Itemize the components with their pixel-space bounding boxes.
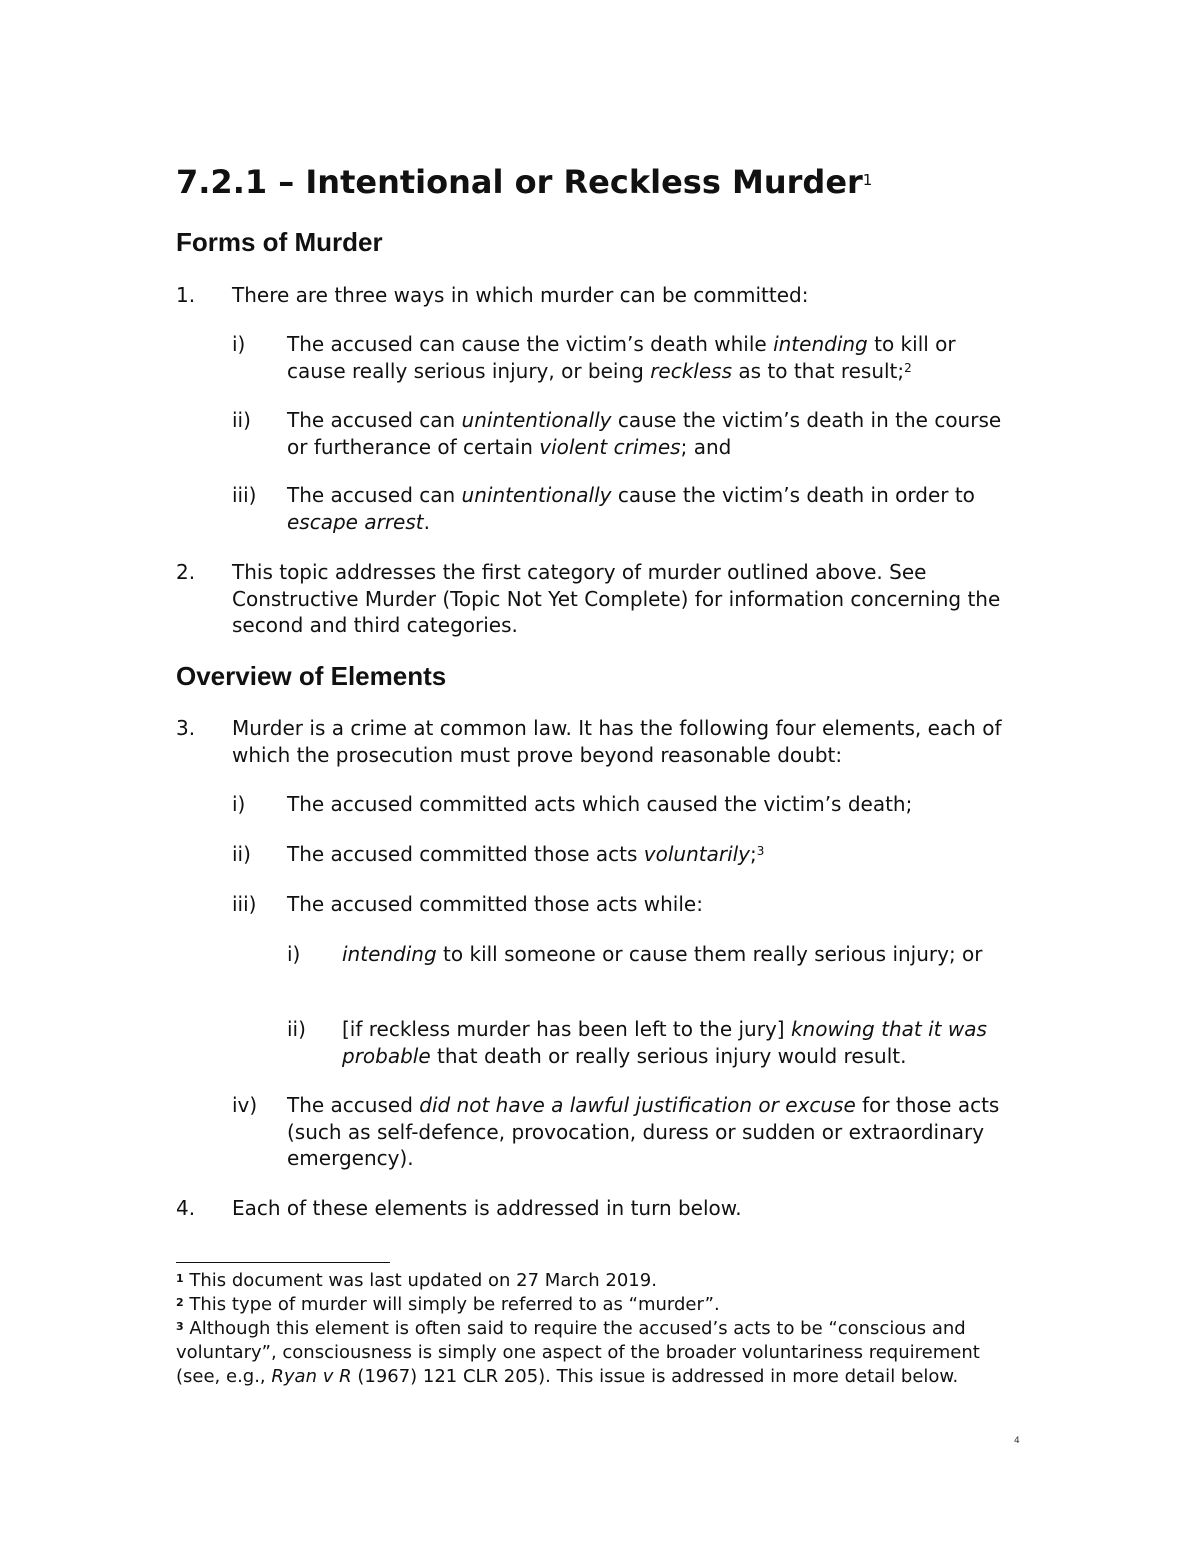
list-label: ii)	[232, 408, 251, 432]
list-item: The accused did not have a lawful justification or excuse for those acts (such as self-defence, provocation, duress or sudden or extraordinary emergency).	[287, 1093, 1000, 1170]
list-label: i)	[232, 332, 246, 356]
list-label: iii)	[232, 483, 257, 507]
sublist-item: intending to kill someone or cause them really serious injury; or	[342, 942, 983, 966]
list-item: The accused committed acts which caused the victim’s death;	[287, 792, 913, 816]
list-item: The accused can cause the victim’s death while intending to kill or cause really serious injury, or being reckless as to that result;$^2$	[287, 332, 956, 383]
paragraph-number: 3.	[176, 716, 196, 740]
footnote-ref[interactable]: 1	[862, 171, 873, 189]
sublist-label: ii)	[287, 1017, 306, 1041]
section-heading-overview: Overview of Elements	[176, 661, 447, 691]
section-heading-forms: Forms of Murder	[176, 227, 383, 257]
paragraph-text: This topic addresses the first category of murder outlined above. See Constructive Murder (Topic Not Yet Complete) for information concerning the second and third categories.	[232, 560, 1001, 637]
list-label: i)	[232, 792, 246, 816]
paragraph-text: There are three ways in which murder can be committed:	[232, 283, 809, 307]
sublist-label: i)	[287, 942, 301, 966]
footnote: $^1$ This document was last updated on 27 March 2019.	[176, 1270, 657, 1291]
paragraph-number: 2.	[176, 560, 196, 584]
list-item: The accused committed those acts voluntarily;$^3$	[287, 842, 765, 866]
list-item: The accused can unintentionally cause the victim’s death in order to escape arrest.	[287, 483, 975, 534]
paragraph-number: 1.	[176, 283, 196, 307]
footnote-ref[interactable]: 3	[756, 844, 765, 858]
sublist-item: [if reckless murder has been left to the jury] knowing that it was probable that death or really serious injury would result.	[342, 1017, 987, 1068]
page-number: 4	[1014, 1436, 1020, 1446]
footnote-ref[interactable]: 2	[904, 360, 912, 375]
list-label: iii)	[232, 892, 257, 916]
footnote-separator	[176, 1262, 390, 1263]
paragraph-text: Each of these elements is addressed in turn below.	[232, 1196, 742, 1220]
list-label: iv)	[232, 1093, 258, 1117]
list-item: The accused committed those acts while:	[287, 892, 703, 916]
footnote: $^3$ Although this element is often said to require the accused’s acts to be “conscious and voluntary”, consciousness is simply one aspect of the broader voluntariness requirement (see, e.g., Ryan v R (1967) 121 CLR 205). This issue is addressed in more detail below.	[176, 1318, 980, 1387]
paragraph-number: 4.	[176, 1196, 196, 1220]
page-title: 7.2.1 – Intentional or Reckless Murder$^1$	[176, 163, 873, 201]
list-label: ii)	[232, 842, 251, 866]
footnote: $^2$ This type of murder will simply be referred to as “murder”.	[176, 1294, 720, 1315]
paragraph-text: Murder is a crime at common law. It has the following four elements, each of which the prosecution must prove beyond reasonable doubt:	[232, 716, 1002, 767]
list-item: The accused can unintentionally cause the victim’s death in the course or furtherance of certain violent crimes; and	[287, 408, 1002, 459]
